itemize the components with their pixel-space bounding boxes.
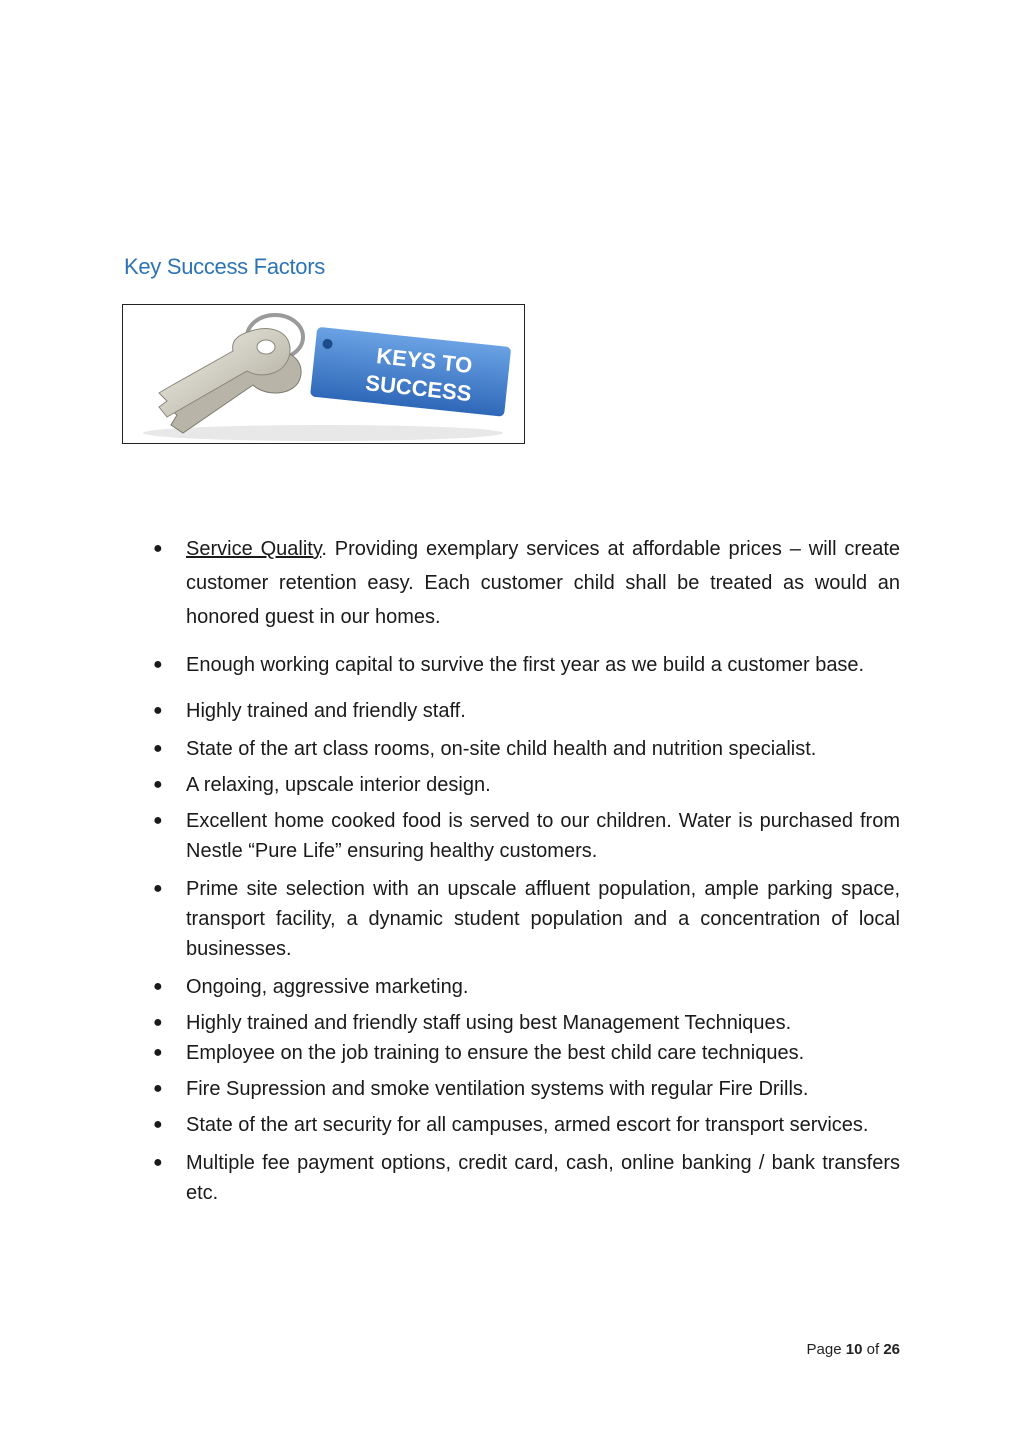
list-item-text: Excellent home cooked food is served to our children. Water is purchased from Nestle “Pure Life” ensuring healthy customers. [186,810,900,862]
list-item [150,1074,900,1104]
list-item [150,1008,900,1038]
page-label: Page [806,1341,842,1358]
list-item [150,532,900,634]
bullet-icon: ● [153,540,163,557]
list-item-text: State of the art class rooms, on-site child health and nutrition specialist. [186,738,817,760]
list-item-text: Employee on the job training to ensure the best child care techniques. [186,1042,805,1064]
list-item-text: Fire Supression and smoke ventilation systems with regular Fire Drills. [186,1078,809,1100]
page-footer [807,1341,900,1358]
bullet-icon: ● [153,978,163,995]
bullet-icon: ● [153,1116,163,1133]
list-item-lead: Service Quality [186,538,322,560]
list-item [150,874,900,964]
bullet-icon: ● [153,1044,163,1061]
list-item [150,1148,900,1208]
list-item [150,770,900,800]
keys-to-success-tag [310,327,511,417]
list-item [150,806,900,866]
list-item-text: Highly trained and friendly staff. [186,700,466,722]
list-item [150,734,900,764]
bullet-icon: ● [153,1014,163,1031]
page-of-label: of [866,1341,880,1358]
bullet-icon: ● [153,656,163,673]
section-heading: Key Success Factors [124,254,325,279]
list-item-text: Prime site selection with an upscale affluent population, ample parking space, transport facility, a dynamic student population and a concentration of local businesses. [186,878,900,960]
bullet-icon: ● [153,880,163,897]
list-item-text: Ongoing, aggressive marketing. [186,976,469,998]
tag-line-2: SUCCESS [364,370,473,407]
bullet-icon: ● [153,702,163,719]
current-page-number: 10 [845,1341,863,1358]
list-item [150,972,900,1002]
bullet-icon: ● [153,776,163,793]
list-item [150,696,900,726]
key-icon [159,329,301,433]
list-item-text: Multiple fee payment options, credit card, cash, online banking / bank transfers etc. [186,1152,900,1204]
list-item-text: A relaxing, upscale interior design. [186,774,491,796]
bullet-icon: ● [153,812,163,829]
success-factors-list [150,532,900,1208]
bullet-icon: ● [153,1080,163,1097]
bullet-icon: ● [153,740,163,757]
list-item [150,1038,900,1068]
list-item-text: . Providing exemplary services at affordable prices – will create customer retention easy. Each customer child shall be treated as would an honored guest in our homes. [186,538,900,628]
tag-line-1: KEYS TO [375,343,474,379]
list-item [150,1110,900,1140]
keys-to-success-image [122,304,525,444]
total-pages-number: 26 [883,1341,900,1358]
bullet-icon: ● [153,1154,163,1171]
list-item-text: Highly trained and friendly staff using best Management Techniques. [186,1012,792,1034]
list-item-text: State of the art security for all campuses, armed escort for transport services. [186,1114,869,1136]
list-item-text: Enough working capital to survive the first year as we build a customer base. [186,654,865,676]
list-item [150,648,900,682]
